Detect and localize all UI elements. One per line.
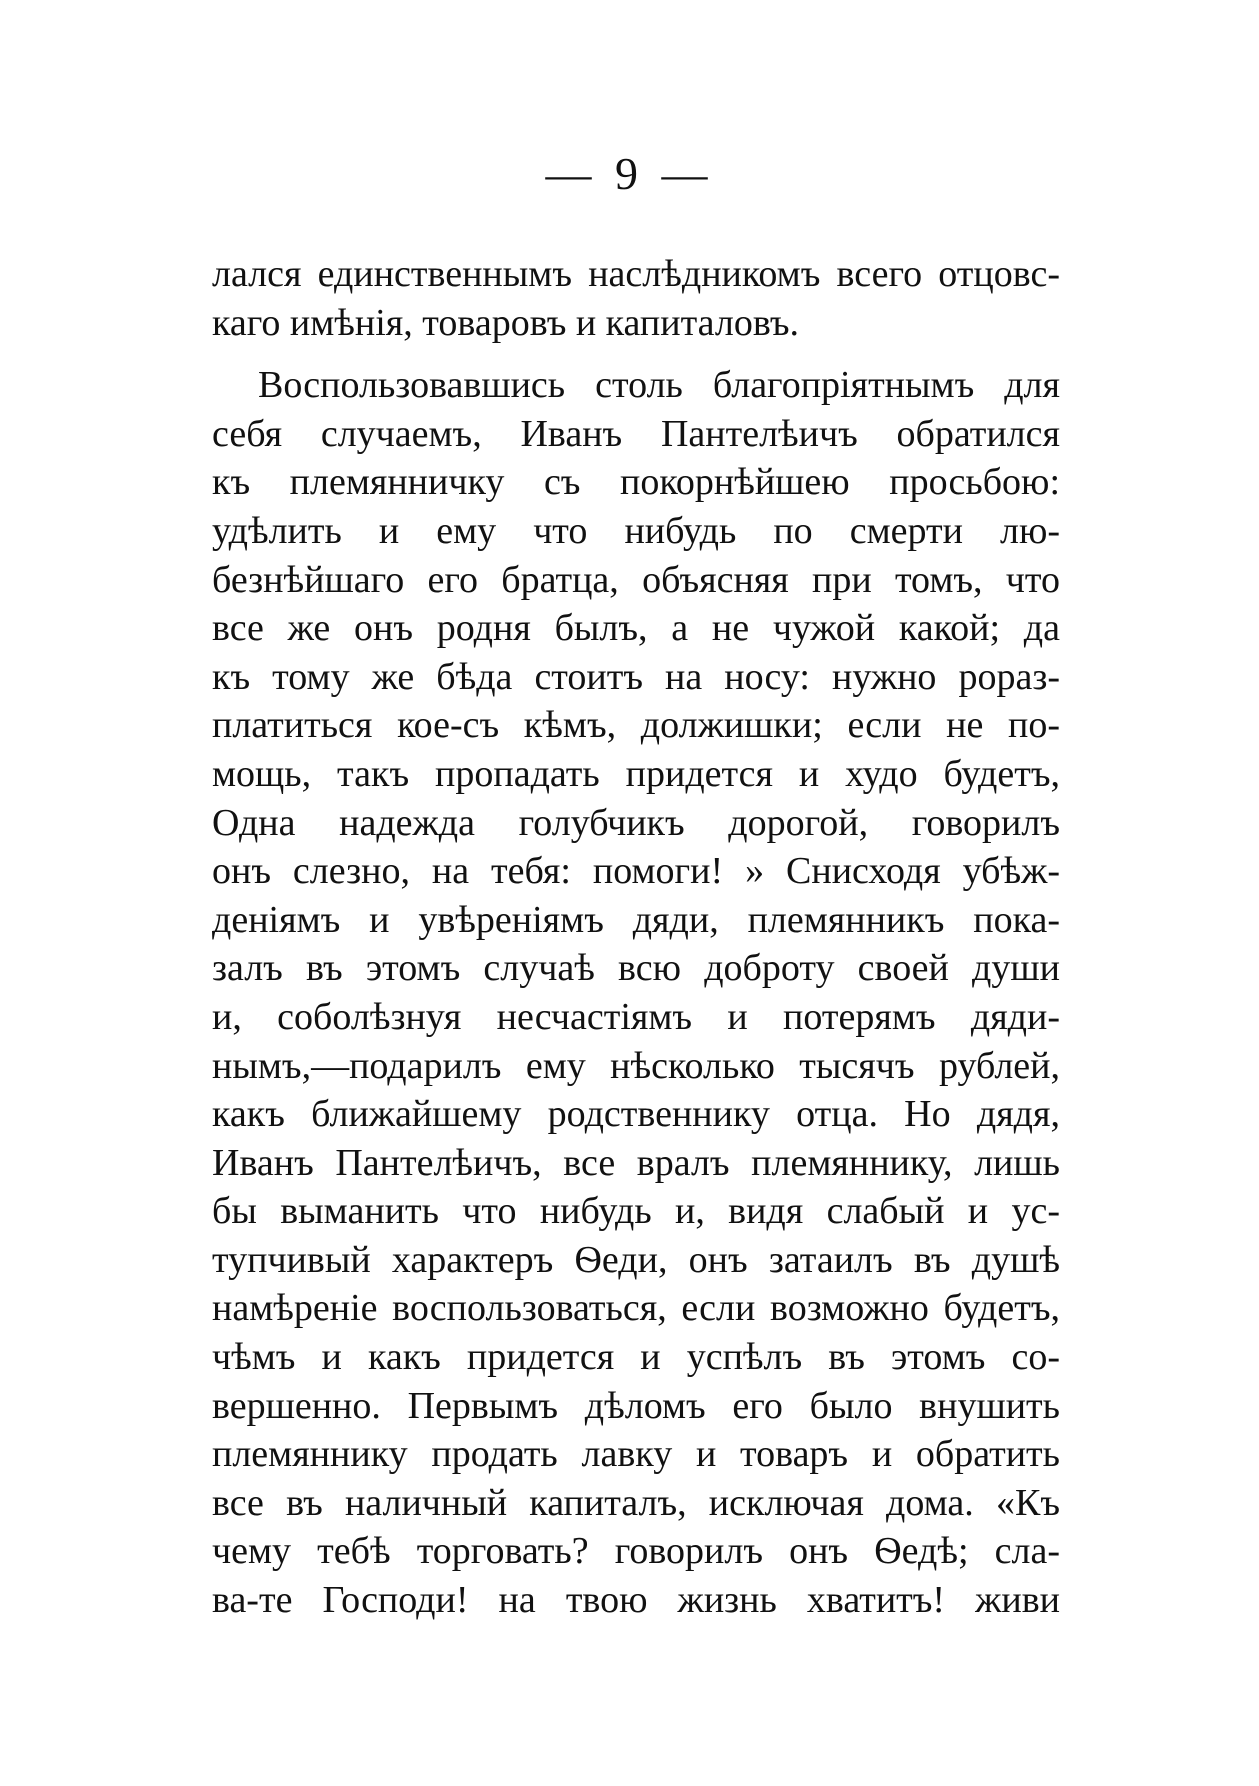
text-line: нымъ,—подарилъ ему нѣсколько тысячъ рублей, [212,1044,1060,1087]
text-line: залъ въ этомъ случаѣ всю доброту своей души [212,947,1060,990]
text-line: намѣреніе воспользоваться, если возможно будетъ, [212,1287,1060,1330]
text-line: Воспользовавшись столь благопріятнымъ для [258,364,1060,407]
paragraph [212,361,1060,1624]
paragraph [212,250,1060,347]
text-line: Иванъ Пантелѣичъ, все вралъ племяннику, лишь [212,1141,1060,1184]
text-line: онъ слезно, на тебя: помоги! » Снисходя убѣж- [212,850,1060,893]
text-line: бы выманить что нибудь и, видя слабый и ус- [212,1190,1060,1233]
text-line: все же онъ родня былъ, а не чужой какой; да [212,607,1060,650]
text-line: ва-те Господи! на твою жизнь хватитъ! живи [212,1579,1060,1622]
text-line: деніямъ и увѣреніямъ дяди, племянникъ пока- [212,898,1060,941]
text-line: какъ ближайшему родственнику отца. Но дядя, [212,1093,1060,1136]
text-line: чѣмъ и какъ придется и успѣлъ въ этомъ со- [212,1336,1060,1379]
text-line: себя случаемъ, Иванъ Пантелѣичъ обратился [212,412,1060,455]
text-line: племяннику продать лавку и товаръ и обратить [212,1433,1060,1476]
body-text [212,250,1060,1625]
text-line: къ племянничку съ покорнѣйшею просьбою: [212,461,1060,504]
text-line: все въ наличный капиталъ, исключая дома. «Къ [212,1481,1060,1524]
text-line: и, соболѣзнуя несчастіямъ и потерямъ дяди- [212,995,1060,1038]
text-line: каго имѣнія, товаровъ и капиталовъ. [212,301,799,344]
text-line: вершенно. Первымъ дѣломъ его было внушить [212,1384,1060,1427]
paragraph-gap [212,347,1060,361]
text-line: платиться кое-съ кѣмъ, должишки; если не по- [212,704,1060,747]
text-line: мощь, такъ пропадать придется и худо будетъ, [212,752,1060,795]
text-line: Одна надежда голубчикъ дорогой, говорилъ [212,801,1060,844]
page-number: — 9 — [545,148,714,199]
text-line: безнѣйшаго его братца, объясняя при томъ, что [212,558,1060,601]
text-line: удѣлить и ему что нибудь по смерти лю- [212,509,1060,552]
text-line: тупчивый характеръ Ѳеди, онъ затаилъ въ душѣ [212,1238,1060,1281]
text-line: лался единственнымъ наслѣдникомъ всего отцовс- [212,253,1060,295]
text-line: чему тебѣ торговать? говорилъ онъ Ѳедѣ; сла- [212,1530,1060,1573]
text-line: къ тому же бѣда стоитъ на носу: нужно poраз- [212,655,1060,698]
